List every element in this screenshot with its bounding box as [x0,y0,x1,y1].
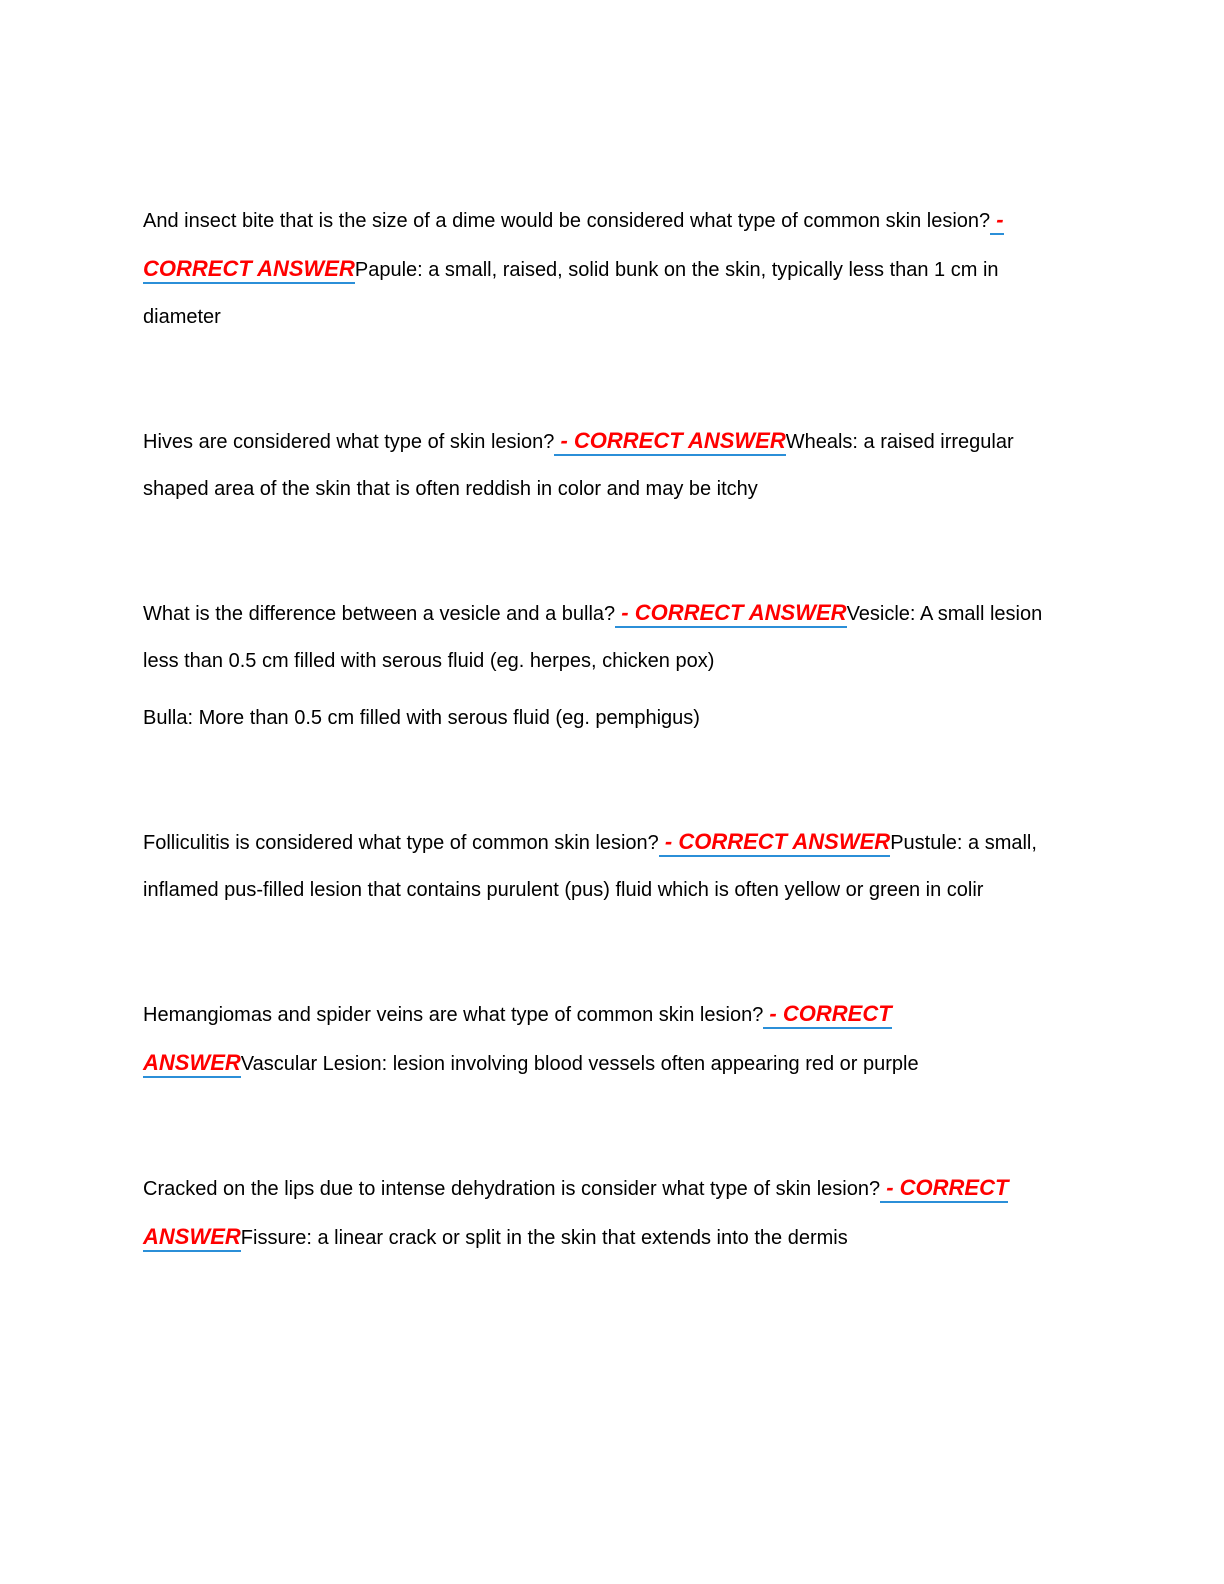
answer-text: Vascular Lesion: lesion involving blood vessels often appearing red or purple [240,1053,919,1075]
correct-answer-marker: - CORRECT ANSWER [615,600,846,628]
correct-answer-marker: - CORRECT ANSWER [554,428,785,456]
question-text: And insect bite that is the size of a dime would be considered what type of common skin lesion? [143,210,991,232]
qa-item [143,417,1068,513]
qa-item [143,196,1068,341]
question-text: Cracked on the lips due to intense dehydration is consider what type of skin lesion? [143,1178,881,1200]
qa-item [143,589,1068,742]
qa-item [143,1164,1068,1262]
answer-text: Wheals: a raised irregular shaped area of the skin that is often reddish in color and may be itchy [143,431,1014,500]
question-text: Hemangiomas and spider veins are what type of common skin lesion? [143,1004,764,1026]
answer-text: Vesicle: A small lesion less than 0.5 cm filled with serous fluid (eg. herpes, chicken pox) [143,603,1043,672]
question-text: Hives are considered what type of skin lesion? [143,431,555,453]
qa-item [143,990,1068,1088]
answer-text: Papule: a small, raised, solid bunk on the skin, typically less than 1 cm in diameter [143,259,999,328]
correct-answer-marker: - CORRECT ANSWER [659,829,890,857]
question-text: What is the difference between a vesicle and a bulla? [143,603,616,625]
correct-answer-marker: - CORRECT ANSWER [143,207,1004,284]
qa-item [143,818,1068,914]
qa-list [143,196,1068,1262]
correct-answer-marker: - CORRECT ANSWER [143,1175,1008,1252]
question-text: Folliculitis is considered what type of common skin lesion? [143,832,659,854]
answer-extra-text: Bulla: More than 0.5 cm filled with serous fluid (eg. pemphigus) [143,707,700,729]
answer-text: Fissure: a linear crack or split in the skin that extends into the dermis [240,1227,848,1249]
correct-answer-marker: - CORRECT ANSWER [143,1001,892,1078]
answer-text: Pustule: a small, inflamed pus-filled lesion that contains purulent (pus) fluid which is often yellow or green in colir [143,832,1037,901]
